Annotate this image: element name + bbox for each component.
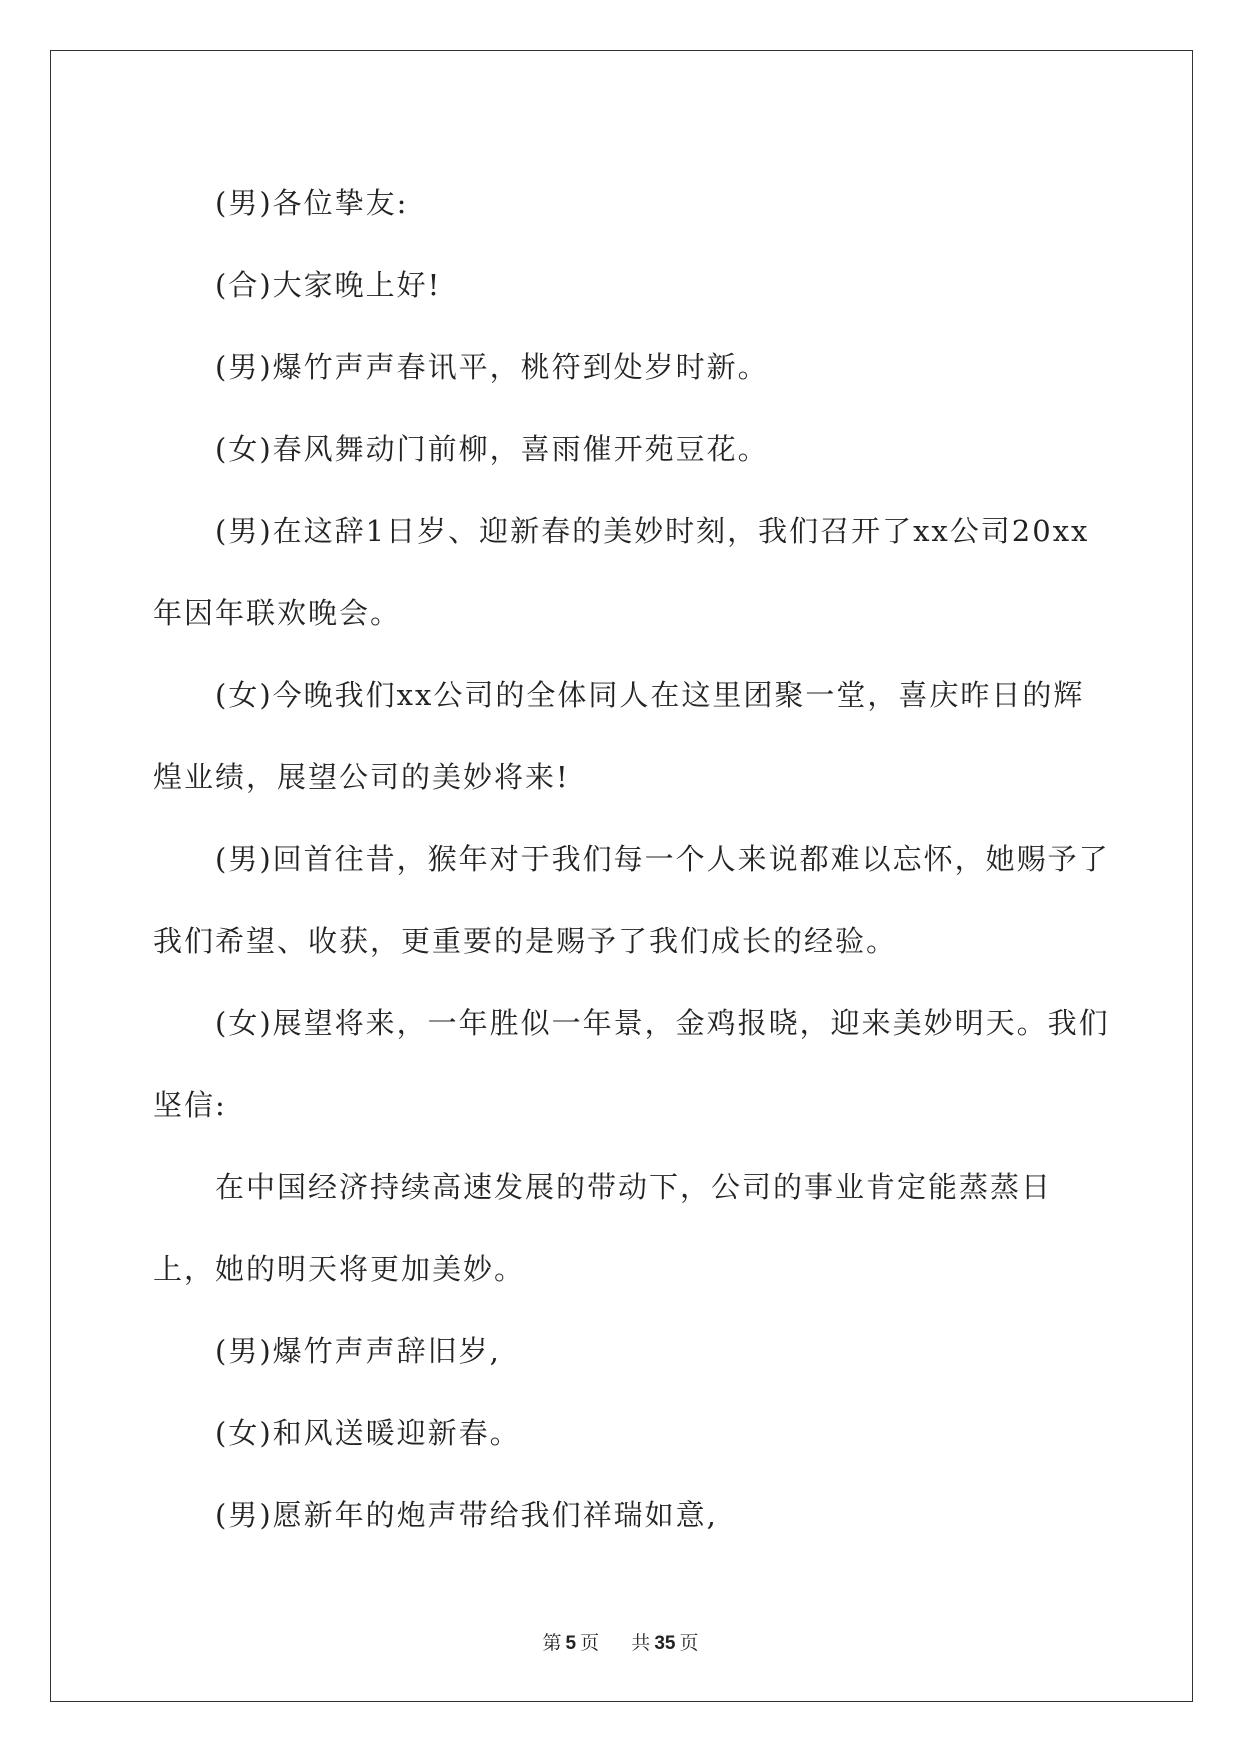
page-footer — [0, 1628, 1241, 1655]
paragraph: (女)今晚我们xx公司的全体同人在这里团聚一堂，喜庆昨日的辉煌业绩，展望公司的美妙将来! — [153, 678, 1085, 794]
paragraph: (男)各位挚友: — [215, 186, 409, 220]
paragraph: 在中国经济持续高速发展的带动下，公司的事业肯定能蒸蒸日上，她的明天将更加美妙。 — [153, 1170, 1053, 1286]
paragraph: (男)爆竹声声辞旧岁, — [215, 1334, 501, 1368]
paragraph: (男)愿新年的炮声带给我们祥瑞如意, — [215, 1498, 718, 1532]
paragraph: (男)爆竹声声春讯平，桃符到处岁时新。 — [215, 350, 769, 384]
page-number-label: 第 5 页 — [542, 1632, 600, 1654]
document-body — [153, 162, 1113, 1556]
paragraph: (女)春风舞动门前柳，喜雨催开苑豆花。 — [215, 432, 769, 466]
paragraph: (男)在这辞1日岁、迎新春的美妙时刻，我们召开了xx公司20xx年因年联欢晚会。 — [153, 514, 1090, 630]
total-pages-label: 共 35 页 — [631, 1632, 699, 1654]
paragraph: (男)回首往昔，猴年对于我们每一个人来说都难以忘怀，她赐予了我们希望、收获，更重要的是赐予了我们成长的经验。 — [153, 842, 1110, 958]
paragraph: (合)大家晚上好! — [215, 268, 442, 302]
paragraph: (女)展望将来，一年胜似一年景，金鸡报晓，迎来美妙明天。我们坚信: — [153, 1006, 1110, 1122]
paragraph: (女)和风送暖迎新春。 — [215, 1416, 521, 1450]
